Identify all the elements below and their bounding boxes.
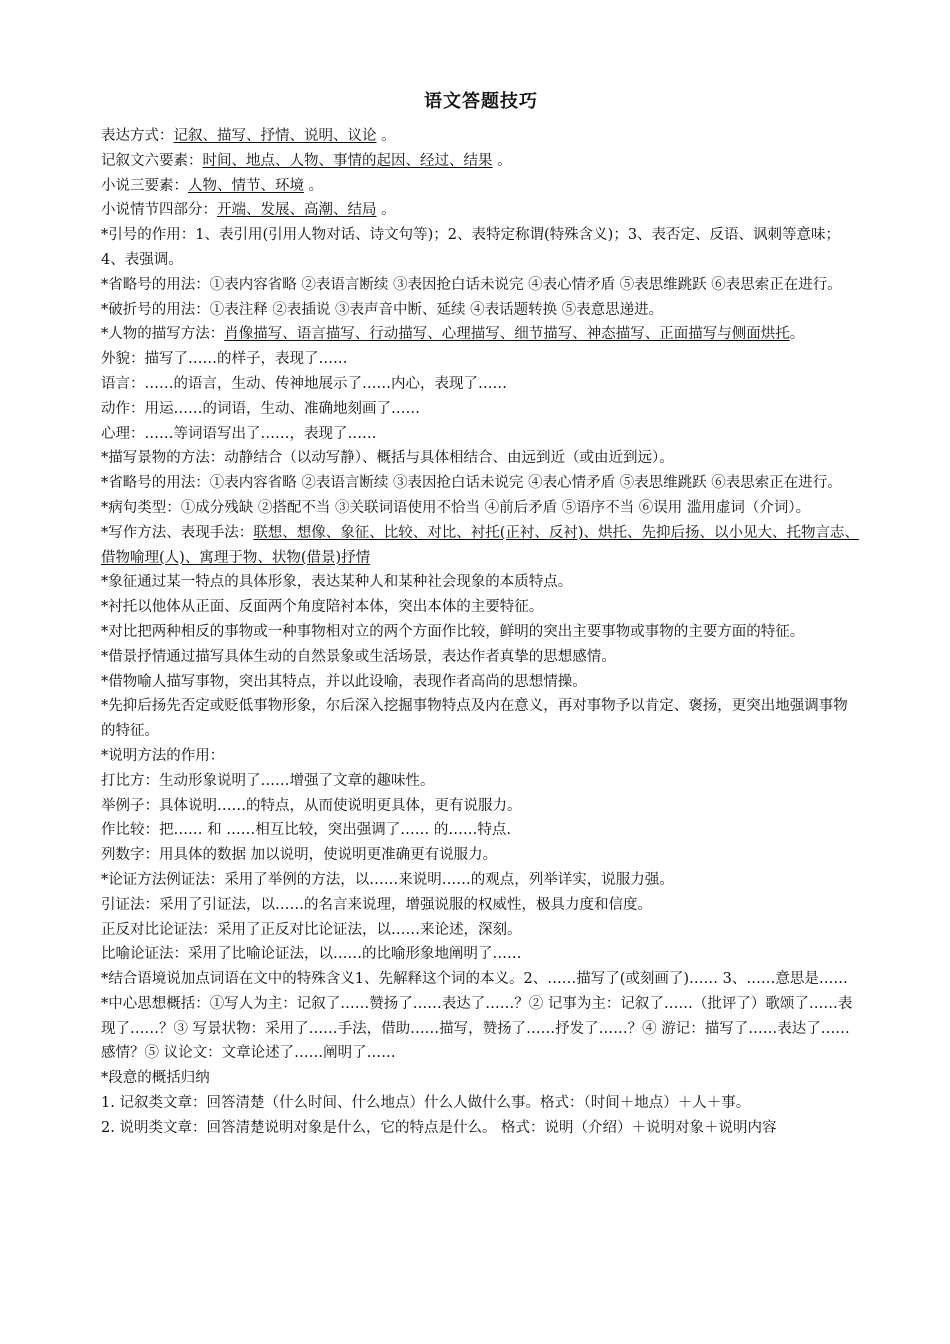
line-text: *病句类型：①成分残缺 ②搭配不当 ③关联词语使用不恰当 ④前后矛盾 ⑤语序不当 ⑥误用 滥用虚词（介词）。 [101, 499, 811, 516]
text-line [101, 273, 861, 298]
text-line [101, 1091, 861, 1116]
line-text: 作比较：把…… 和 ……相互比较，突出强调了…… 的……特点. [101, 822, 511, 839]
text-line [101, 744, 861, 769]
text-line [101, 694, 861, 744]
text-line [101, 223, 861, 273]
text-line [101, 372, 861, 397]
line-text: 小说三要素： [101, 177, 188, 194]
text-line [101, 868, 861, 893]
line-text: *象征通过某一特点的具体形象，表达某种人和某种社会现象的本质特点。 [101, 574, 573, 591]
line-text: *省略号的用法：①表内容省略 ②表语言断续 ③表因抢白话未说完 ④表心情矛盾 ⑤表思维跳跃 ⑥表思索正在进行。 [101, 475, 842, 492]
line-text: 表达方式： [101, 128, 174, 144]
text-line [101, 124, 861, 149]
line-text: *破折号的用法：①表注释 ②表插说 ③表声音中断、延续 ④表话题转换 ⑤表意思递进。 [101, 301, 664, 318]
line-text: 。 [492, 152, 512, 169]
text-line [101, 670, 861, 695]
line-text: *论证方法例证法：采用了举例的方法，以……来说明……的观点，列举详实，说服力强。 [101, 871, 674, 888]
line-text: 。 [376, 128, 396, 144]
line-text: 引证法：采用了引证法，以……的名言来说理，增强说服的权威性，极具力度和信度。 [101, 896, 652, 913]
text-line [101, 818, 861, 843]
line-text: *人物的描写方法： [101, 326, 225, 343]
text-line [101, 794, 861, 819]
underlined-text: 联想、想像、象征、比较、对比、衬托(正衬、反衬)、烘托、先抑后扬、以小见大、托物言志、借物喻理(人)、寓理于物、状物(借景)抒情 [101, 524, 860, 566]
line-text: *借景抒情通过描写具体生动的自然景象或生活场景，表达作者真挚的思想感情。 [101, 648, 616, 665]
text-line [101, 149, 861, 174]
text-line [101, 322, 861, 347]
text-line [101, 397, 861, 422]
text-line [101, 570, 861, 595]
line-text: *对比把两种相反的事物或一种事物相对立的两个方面作比较，鲜明的突出主要事物或事物的主要方面的特征。 [101, 623, 805, 640]
line-text: 1. 记叙类文章：回答清楚（什么时间、什么地点）什么人做什么事。格式：（时间＋地点）＋人＋事。 [101, 1095, 751, 1112]
text-line [101, 298, 861, 323]
line-text: 记叙文六要素： [101, 152, 203, 169]
underlined-text: 开端、发展、高潮、结局 [217, 202, 377, 219]
text-line [101, 471, 861, 496]
line-text: *说明方法的作用： [101, 747, 225, 764]
line-text: *段意的概括归纳 [101, 1070, 210, 1087]
text-line [101, 942, 861, 967]
document-page [101, 88, 861, 1141]
line-text: 动作：用运……的词语，生动、准确地刻画了…… [101, 400, 420, 417]
line-text: 比喻论证法：采用了比喻论证法，以……的比喻形象地阐明了…… [101, 946, 522, 963]
document-body [101, 124, 861, 1141]
text-line [101, 1066, 861, 1091]
text-line [101, 521, 861, 571]
text-line [101, 1116, 861, 1141]
line-text: *衬托以他体从正面、反面两个角度陪衬本体，突出本体的主要特征。 [101, 599, 544, 616]
text-line [101, 347, 861, 372]
text-line [101, 595, 861, 620]
line-text: 2. 说明类文章：回答清楚说明对象是什么，它的特点是什么。 格式：说明（介绍）＋说明对象＋说明内容 [101, 1119, 777, 1136]
text-line [101, 893, 861, 918]
text-line [101, 769, 861, 794]
text-line [101, 918, 861, 943]
line-text: 。 [789, 326, 805, 343]
line-text: 。 [376, 202, 396, 219]
underlined-text: 人物、情节、环境 [188, 177, 304, 194]
line-text: 语言：……的语言，生动、传神地展示了……内心，表现了…… [101, 375, 507, 392]
line-text: 外貌：描写了……的样子，表现了…… [101, 351, 348, 368]
text-line [101, 496, 861, 521]
line-text: *写作方法、表现手法： [101, 524, 254, 541]
line-text: *结合语境说加点词语在文中的特殊含义1、先解释这个词的本义。2、……描写了(或刻画了)…… 3、……意思是…… [101, 971, 848, 988]
underlined-text: 肖像描写、语言描写、行动描写、心理描写、细节描写、神态描写、正面描写与侧面烘托 [224, 326, 790, 343]
line-text: 打比方：生动形象说明了……增强了文章的趣味性。 [101, 772, 435, 789]
line-text: 小说情节四部分： [101, 202, 217, 219]
document-title: 语文答题技巧 [424, 91, 538, 112]
text-line [101, 967, 861, 992]
text-line [101, 422, 861, 447]
line-text: *借物喻人描写事物，突出其特点，并以此设喻，表现作者高尚的思想情操。 [101, 673, 587, 690]
line-text: *描写景物的方法：动静结合（以动写静）、概括与具体相结合、由远到近（或由近到远）。 [101, 450, 674, 467]
line-text: *先抑后扬先否定或贬低事物形象，尔后深入挖掘事物特点及内在意义，再对事物予以肯定、褒扬，更突出地强调事物的特征。 [101, 698, 848, 740]
text-line [101, 645, 861, 670]
line-text: *引号的作用：1、表引用(引用人物对话、诗文句等)；2、表特定称谓(特殊含义)；3、表否定、反语、讽刺等意味；4、表强调。 [101, 227, 841, 268]
line-text: 举例子：具体说明……的特点，从而使说明更具体，更有说服力。 [101, 797, 522, 814]
line-text: 正反对比论证法：采用了正反对比论证法，以……来论述，深刻。 [101, 921, 522, 938]
line-text: *省略号的用法：①表内容省略 ②表语言断续 ③表因抢白话未说完 ④表心情矛盾 ⑤表思维跳跃 ⑥表思索正在进行。 [101, 276, 842, 293]
text-line [101, 446, 861, 471]
line-text: 心理：……等词语写出了……，表现了…… [101, 425, 377, 442]
text-line [101, 620, 861, 645]
underlined-text: 记叙、描写、抒情、说明、议论 [173, 128, 377, 144]
line-text: 列数字：用具体的数据 加以说明，使说明更准确更有说服力。 [101, 847, 498, 864]
text-line [101, 198, 861, 223]
text-line [101, 843, 861, 868]
underlined-text: 时间、地点、人物、事情的起因、经过、结果 [202, 152, 493, 169]
line-text: *中心思想概括：①写人为主：记叙了……赞扬了……表达了……？② 记事为主：记叙了……（批评了）歌颂了……表现了……？③ 写景状物：采用了……手法，借助……描写，赞扬了……抒发了……？④ 游记：描写了……表达了……感情？⑤ 议论文：文章论述了……阐明了…… [101, 995, 853, 1062]
text-line [101, 992, 861, 1066]
line-text: 。 [304, 177, 324, 194]
text-line [101, 174, 861, 199]
